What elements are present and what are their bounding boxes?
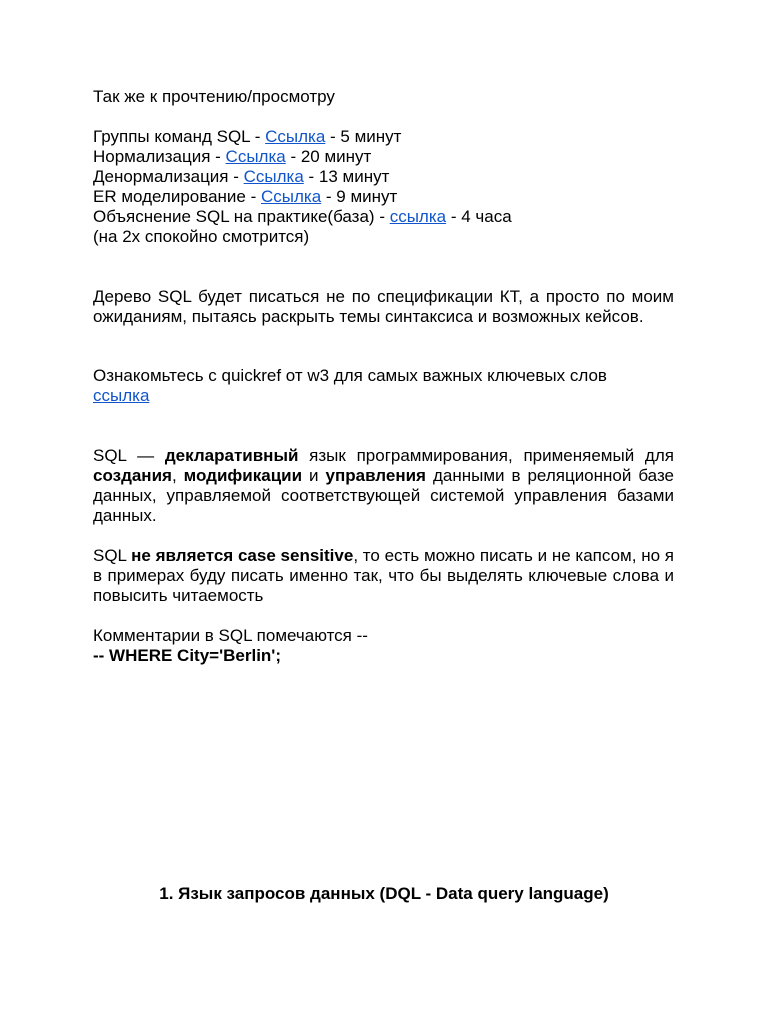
comments-paragraph	[93, 626, 674, 666]
tree-paragraph: Дерево SQL будет писаться не по спецификации КТ, а просто по моим ожиданиям, пытаясь раскрыть темы синтаксиса и возможных кейсов.	[93, 287, 674, 326]
resource-item: Объяснение SQL на практике(база) - ссылка - 4 часа	[93, 207, 512, 226]
resource-link[interactable]: ссылка	[389, 207, 447, 226]
resource-item: Нормализация - Ссылка - 20 минут	[93, 147, 372, 166]
bold-term: управления	[325, 466, 426, 485]
comment-example: -- WHERE City='Berlin';	[93, 646, 282, 665]
resource-item: Группы команд SQL - Ссылка - 5 минут	[93, 127, 402, 146]
resource-item: Денормализация - Ссылка - 13 минут	[93, 167, 390, 186]
reading-title	[93, 87, 674, 107]
resources-list	[93, 127, 674, 247]
case-paragraph: SQL не является case sensitive, то есть можно писать и не капсом, но я в примерах буду писать именно так, что бы выделять ключевые слова и повысить читаемость	[93, 546, 675, 605]
resource-link[interactable]: Ссылка	[265, 127, 326, 146]
definition-paragraph: SQL — декларативный язык программирования, применяемый для создания, модификации и управления данными в реляционной базе данных, управляемой соответствующей системой управления базами данных.	[93, 446, 675, 525]
bold-term: декларативный	[164, 446, 299, 465]
resource-link[interactable]: Ссылка	[260, 187, 322, 206]
resource-link[interactable]: Ссылка	[225, 147, 286, 166]
quickref-text: Ознакомьтесь с quickref от w3 для самых важных ключевых слов	[93, 366, 607, 385]
bold-term: не является case sensitive	[131, 546, 354, 565]
resource-item: ER моделирование - Ссылка - 9 минут	[93, 187, 398, 206]
quickref-paragraph	[93, 366, 674, 406]
resources-note: (на 2х спокойно смотрится)	[93, 227, 310, 246]
bold-term: модификации	[183, 466, 303, 485]
section-heading: 1. Язык запросов данных (DQL - Data query language)	[159, 884, 609, 903]
quickref-link[interactable]: ссылка	[93, 386, 150, 405]
resource-link[interactable]: Ссылка	[243, 167, 304, 186]
reading-title-text: Так же к прочтению/просмотру	[93, 87, 335, 106]
comments-text: Комментарии в SQL помечаются --	[93, 626, 368, 645]
bold-term: создания	[93, 466, 172, 485]
